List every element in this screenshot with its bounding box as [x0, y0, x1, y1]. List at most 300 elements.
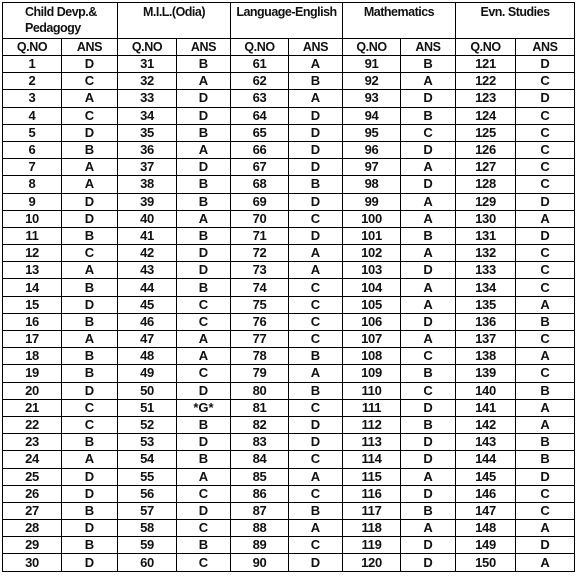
- answer-cell: C: [516, 73, 575, 90]
- question-number-cell: 15: [3, 296, 62, 313]
- answer-cell: A: [177, 210, 231, 227]
- question-number-cell: 94: [343, 107, 401, 124]
- answer-cell: B: [289, 502, 343, 519]
- question-number-cell: 3: [3, 90, 62, 107]
- question-number-cell: 150: [456, 554, 516, 571]
- answer-cell: A: [289, 245, 343, 262]
- answer-cell: D: [401, 399, 456, 416]
- answer-cell: D: [289, 141, 343, 158]
- answer-cell: B: [289, 382, 343, 399]
- answer-cell: B: [516, 451, 575, 468]
- answer-cell: A: [401, 520, 456, 537]
- question-number-cell: 129: [456, 193, 516, 210]
- question-number-cell: 30: [3, 554, 62, 571]
- question-number-cell: 104: [343, 279, 401, 296]
- table-row: [3, 210, 575, 227]
- answer-cell: D: [401, 434, 456, 451]
- question-number-cell: 32: [118, 73, 177, 90]
- answer-cell: D: [62, 468, 118, 485]
- answer-cell: D: [401, 141, 456, 158]
- answer-cell: A: [516, 399, 575, 416]
- question-number-cell: 115: [343, 468, 401, 485]
- table-row: [3, 554, 575, 571]
- answer-cell: C: [516, 502, 575, 519]
- question-number-cell: 147: [456, 502, 516, 519]
- answer-cell: A: [401, 331, 456, 348]
- question-number-cell: 118: [343, 520, 401, 537]
- answer-cell: D: [401, 537, 456, 554]
- question-number-cell: 59: [118, 537, 177, 554]
- answer-cell: A: [289, 520, 343, 537]
- answer-cell: A: [401, 468, 456, 485]
- question-number-cell: 55: [118, 468, 177, 485]
- question-number-cell: 90: [231, 554, 289, 571]
- answer-cell: D: [62, 382, 118, 399]
- answer-cell: C: [516, 331, 575, 348]
- answer-cell: D: [62, 124, 118, 141]
- question-number-cell: 79: [231, 365, 289, 382]
- question-number-cell: 78: [231, 348, 289, 365]
- question-number-cell: 22: [3, 416, 62, 433]
- answer-cell: B: [177, 416, 231, 433]
- question-number-cell: 84: [231, 451, 289, 468]
- answer-cell: B: [62, 313, 118, 330]
- answer-cell: D: [516, 90, 575, 107]
- table-row: [3, 176, 575, 193]
- question-number-cell: 143: [456, 434, 516, 451]
- answer-cell: C: [401, 382, 456, 399]
- answer-cell: A: [401, 296, 456, 313]
- answer-cell: C: [516, 176, 575, 193]
- answer-cell: D: [177, 262, 231, 279]
- question-number-cell: 13: [3, 262, 62, 279]
- question-number-cell: 120: [343, 554, 401, 571]
- answer-cell: C: [516, 262, 575, 279]
- question-number-cell: 134: [456, 279, 516, 296]
- answer-cell: A: [401, 193, 456, 210]
- table-row: [3, 124, 575, 141]
- question-number-cell: 53: [118, 434, 177, 451]
- question-number-cell: 28: [3, 520, 62, 537]
- answer-cell: A: [62, 90, 118, 107]
- question-number-cell: 14: [3, 279, 62, 296]
- question-number-cell: 98: [343, 176, 401, 193]
- answer-cell: D: [289, 159, 343, 176]
- answer-cell: A: [401, 159, 456, 176]
- answer-header: ANS: [289, 39, 343, 56]
- question-number-header: Q.NO: [3, 39, 62, 56]
- question-number-cell: 103: [343, 262, 401, 279]
- question-number-header: Q.NO: [456, 39, 516, 56]
- table-row: [3, 227, 575, 244]
- question-number-cell: 113: [343, 434, 401, 451]
- answer-cell: B: [289, 176, 343, 193]
- question-number-cell: 26: [3, 485, 62, 502]
- answer-cell: C: [289, 279, 343, 296]
- answer-cell: C: [177, 313, 231, 330]
- answer-cell: B: [177, 193, 231, 210]
- answer-cell: D: [401, 451, 456, 468]
- answer-cell: B: [177, 451, 231, 468]
- answer-cell: C: [62, 107, 118, 124]
- question-number-cell: 63: [231, 90, 289, 107]
- answer-cell: D: [62, 485, 118, 502]
- answer-header: ANS: [62, 39, 118, 56]
- answer-cell: D: [62, 296, 118, 313]
- answer-cell: C: [516, 159, 575, 176]
- answer-cell: C: [62, 245, 118, 262]
- answer-cell: C: [516, 279, 575, 296]
- question-number-cell: 149: [456, 537, 516, 554]
- question-number-cell: 110: [343, 382, 401, 399]
- answer-cell: D: [289, 107, 343, 124]
- answer-cell: C: [289, 485, 343, 502]
- question-number-cell: 93: [343, 90, 401, 107]
- question-number-cell: 85: [231, 468, 289, 485]
- answer-cell: D: [177, 382, 231, 399]
- answer-cell: B: [401, 502, 456, 519]
- answer-cell: C: [516, 365, 575, 382]
- question-number-header: Q.NO: [118, 39, 177, 56]
- question-number-cell: 126: [456, 141, 516, 158]
- question-number-cell: 133: [456, 262, 516, 279]
- question-number-cell: 89: [231, 537, 289, 554]
- question-number-cell: 99: [343, 193, 401, 210]
- question-number-cell: 125: [456, 124, 516, 141]
- answer-cell: *G*: [177, 399, 231, 416]
- table-row: [3, 245, 575, 262]
- question-number-cell: 102: [343, 245, 401, 262]
- answer-cell: D: [289, 227, 343, 244]
- answer-cell: A: [401, 73, 456, 90]
- table-row: [3, 451, 575, 468]
- table-row: [3, 537, 575, 554]
- question-number-cell: 101: [343, 227, 401, 244]
- answer-cell: C: [516, 107, 575, 124]
- question-number-cell: 146: [456, 485, 516, 502]
- answer-cell: B: [401, 416, 456, 433]
- question-number-cell: 67: [231, 159, 289, 176]
- answer-cell: D: [177, 159, 231, 176]
- column-header-row: [3, 39, 575, 56]
- answer-cell: B: [401, 56, 456, 73]
- answer-cell: C: [177, 296, 231, 313]
- question-number-cell: 81: [231, 399, 289, 416]
- answer-key-table: [2, 2, 575, 572]
- answer-cell: D: [401, 176, 456, 193]
- answer-cell: C: [62, 399, 118, 416]
- answer-cell: B: [516, 382, 575, 399]
- question-number-cell: 137: [456, 331, 516, 348]
- question-number-cell: 111: [343, 399, 401, 416]
- question-number-cell: 34: [118, 107, 177, 124]
- table-row: [3, 262, 575, 279]
- subject-title: Mathematics: [343, 3, 456, 39]
- question-number-cell: 23: [3, 434, 62, 451]
- question-number-cell: 21: [3, 399, 62, 416]
- answer-cell: C: [289, 451, 343, 468]
- answer-cell: C: [177, 520, 231, 537]
- question-number-cell: 65: [231, 124, 289, 141]
- answer-cell: C: [289, 296, 343, 313]
- question-number-cell: 10: [3, 210, 62, 227]
- answer-cell: C: [177, 554, 231, 571]
- answer-cell: D: [62, 193, 118, 210]
- question-number-cell: 108: [343, 348, 401, 365]
- question-number-cell: 106: [343, 313, 401, 330]
- answer-cell: A: [516, 296, 575, 313]
- question-number-cell: 97: [343, 159, 401, 176]
- table-row: [3, 159, 575, 176]
- answer-cell: D: [62, 56, 118, 73]
- answer-cell: A: [289, 56, 343, 73]
- subject-title: Child Devp.& Pedagogy: [3, 3, 118, 39]
- answer-cell: C: [516, 141, 575, 158]
- question-number-cell: 140: [456, 382, 516, 399]
- answer-cell: C: [401, 124, 456, 141]
- question-number-cell: 29: [3, 537, 62, 554]
- question-number-cell: 1: [3, 56, 62, 73]
- question-number-cell: 62: [231, 73, 289, 90]
- question-number-cell: 119: [343, 537, 401, 554]
- question-number-cell: 75: [231, 296, 289, 313]
- question-number-cell: 117: [343, 502, 401, 519]
- subject-title: Evn. Studies: [456, 3, 575, 39]
- question-number-cell: 141: [456, 399, 516, 416]
- question-number-cell: 45: [118, 296, 177, 313]
- question-number-cell: 52: [118, 416, 177, 433]
- question-number-cell: 91: [343, 56, 401, 73]
- question-number-cell: 71: [231, 227, 289, 244]
- answer-cell: A: [289, 365, 343, 382]
- question-number-cell: 68: [231, 176, 289, 193]
- answer-cell: D: [62, 210, 118, 227]
- answer-cell: A: [516, 520, 575, 537]
- question-number-cell: 49: [118, 365, 177, 382]
- question-number-cell: 88: [231, 520, 289, 537]
- question-number-cell: 139: [456, 365, 516, 382]
- answer-cell: B: [516, 434, 575, 451]
- question-number-cell: 57: [118, 502, 177, 519]
- question-number-cell: 128: [456, 176, 516, 193]
- question-number-cell: 70: [231, 210, 289, 227]
- question-number-cell: 16: [3, 313, 62, 330]
- answer-cell: C: [177, 365, 231, 382]
- question-number-cell: 44: [118, 279, 177, 296]
- question-number-cell: 41: [118, 227, 177, 244]
- answer-cell: C: [401, 348, 456, 365]
- answer-cell: A: [62, 331, 118, 348]
- table-row: [3, 416, 575, 433]
- answer-cell: D: [516, 537, 575, 554]
- answer-cell: D: [177, 502, 231, 519]
- table-row: [3, 56, 575, 73]
- answer-header: ANS: [177, 39, 231, 56]
- table-row: [3, 520, 575, 537]
- answer-cell: A: [177, 331, 231, 348]
- subject-title: M.I.L.(Odia): [118, 3, 231, 39]
- answer-cell: D: [516, 468, 575, 485]
- answer-cell: D: [401, 554, 456, 571]
- question-number-cell: 130: [456, 210, 516, 227]
- answer-cell: B: [401, 365, 456, 382]
- question-number-cell: 19: [3, 365, 62, 382]
- question-number-cell: 131: [456, 227, 516, 244]
- question-number-cell: 17: [3, 331, 62, 348]
- question-number-cell: 2: [3, 73, 62, 90]
- question-number-cell: 138: [456, 348, 516, 365]
- answer-cell: D: [289, 554, 343, 571]
- answer-cell: B: [62, 365, 118, 382]
- question-number-cell: 25: [3, 468, 62, 485]
- question-number-cell: 12: [3, 245, 62, 262]
- answer-cell: B: [177, 537, 231, 554]
- answer-cell: C: [516, 245, 575, 262]
- answer-cell: D: [289, 193, 343, 210]
- answer-cell: A: [401, 210, 456, 227]
- table-row: [3, 502, 575, 519]
- question-number-cell: 33: [118, 90, 177, 107]
- answer-cell: A: [289, 468, 343, 485]
- answer-cell: B: [401, 107, 456, 124]
- question-number-cell: 46: [118, 313, 177, 330]
- answer-cell: A: [289, 90, 343, 107]
- question-number-cell: 105: [343, 296, 401, 313]
- answer-cell: D: [177, 107, 231, 124]
- answer-cell: C: [289, 313, 343, 330]
- answer-cell: A: [62, 176, 118, 193]
- question-number-cell: 39: [118, 193, 177, 210]
- table-row: [3, 107, 575, 124]
- answer-cell: A: [62, 262, 118, 279]
- question-number-cell: 76: [231, 313, 289, 330]
- question-number-cell: 31: [118, 56, 177, 73]
- table-row: [3, 331, 575, 348]
- answer-cell: D: [516, 227, 575, 244]
- answer-cell: A: [516, 416, 575, 433]
- question-number-cell: 124: [456, 107, 516, 124]
- answer-cell: D: [401, 262, 456, 279]
- answer-cell: D: [62, 554, 118, 571]
- question-number-cell: 112: [343, 416, 401, 433]
- question-number-cell: 11: [3, 227, 62, 244]
- question-number-cell: 148: [456, 520, 516, 537]
- question-number-cell: 47: [118, 331, 177, 348]
- question-number-cell: 60: [118, 554, 177, 571]
- table-row: [3, 399, 575, 416]
- question-number-cell: 36: [118, 141, 177, 158]
- answer-cell: B: [177, 227, 231, 244]
- answer-cell: A: [177, 348, 231, 365]
- answer-cell: B: [289, 348, 343, 365]
- question-number-cell: 51: [118, 399, 177, 416]
- question-number-cell: 127: [456, 159, 516, 176]
- question-number-cell: 82: [231, 416, 289, 433]
- answer-cell: C: [177, 485, 231, 502]
- subject-title: Language-English: [231, 3, 343, 39]
- answer-cell: D: [401, 313, 456, 330]
- question-number-cell: 87: [231, 502, 289, 519]
- answer-cell: C: [289, 399, 343, 416]
- table-row: [3, 193, 575, 210]
- answer-cell: B: [177, 176, 231, 193]
- question-number-cell: 107: [343, 331, 401, 348]
- answer-cell: B: [62, 348, 118, 365]
- answer-cell: A: [401, 279, 456, 296]
- answer-cell: C: [289, 537, 343, 554]
- question-number-cell: 92: [343, 73, 401, 90]
- answer-cell: B: [401, 227, 456, 244]
- answer-cell: B: [289, 73, 343, 90]
- question-number-cell: 109: [343, 365, 401, 382]
- question-number-cell: 80: [231, 382, 289, 399]
- answer-cell: D: [289, 416, 343, 433]
- question-number-cell: 35: [118, 124, 177, 141]
- table-row: [3, 90, 575, 107]
- table-row: [3, 73, 575, 90]
- question-number-cell: 20: [3, 382, 62, 399]
- answer-cell: C: [289, 331, 343, 348]
- answer-cell: D: [401, 90, 456, 107]
- question-number-cell: 64: [231, 107, 289, 124]
- table-row: [3, 485, 575, 502]
- question-number-cell: 61: [231, 56, 289, 73]
- table-row: [3, 141, 575, 158]
- question-number-cell: 95: [343, 124, 401, 141]
- question-number-cell: 56: [118, 485, 177, 502]
- question-number-header: Q.NO: [231, 39, 289, 56]
- question-number-cell: 77: [231, 331, 289, 348]
- question-number-cell: 50: [118, 382, 177, 399]
- question-number-cell: 123: [456, 90, 516, 107]
- question-number-cell: 132: [456, 245, 516, 262]
- answer-cell: B: [62, 279, 118, 296]
- question-number-cell: 86: [231, 485, 289, 502]
- answer-cell: B: [516, 313, 575, 330]
- answer-cell: D: [177, 434, 231, 451]
- answer-cell: D: [62, 520, 118, 537]
- answer-cell: A: [401, 245, 456, 262]
- answer-cell: B: [177, 56, 231, 73]
- question-number-cell: 136: [456, 313, 516, 330]
- question-number-cell: 6: [3, 141, 62, 158]
- answer-cell: B: [177, 124, 231, 141]
- question-number-cell: 121: [456, 56, 516, 73]
- question-number-cell: 4: [3, 107, 62, 124]
- answer-cell: B: [177, 279, 231, 296]
- question-number-cell: 42: [118, 245, 177, 262]
- question-number-cell: 27: [3, 502, 62, 519]
- question-number-cell: 144: [456, 451, 516, 468]
- table-row: [3, 365, 575, 382]
- answer-cell: D: [177, 245, 231, 262]
- question-number-cell: 114: [343, 451, 401, 468]
- answer-cell: D: [401, 485, 456, 502]
- question-number-cell: 43: [118, 262, 177, 279]
- question-number-cell: 72: [231, 245, 289, 262]
- question-number-cell: 66: [231, 141, 289, 158]
- table-row: [3, 348, 575, 365]
- question-number-cell: 5: [3, 124, 62, 141]
- table-row: [3, 279, 575, 296]
- answer-cell: A: [62, 451, 118, 468]
- answer-cell: A: [62, 159, 118, 176]
- answer-cell: D: [289, 434, 343, 451]
- question-number-cell: 135: [456, 296, 516, 313]
- answer-cell: C: [289, 210, 343, 227]
- answer-cell: B: [62, 434, 118, 451]
- table-row: [3, 468, 575, 485]
